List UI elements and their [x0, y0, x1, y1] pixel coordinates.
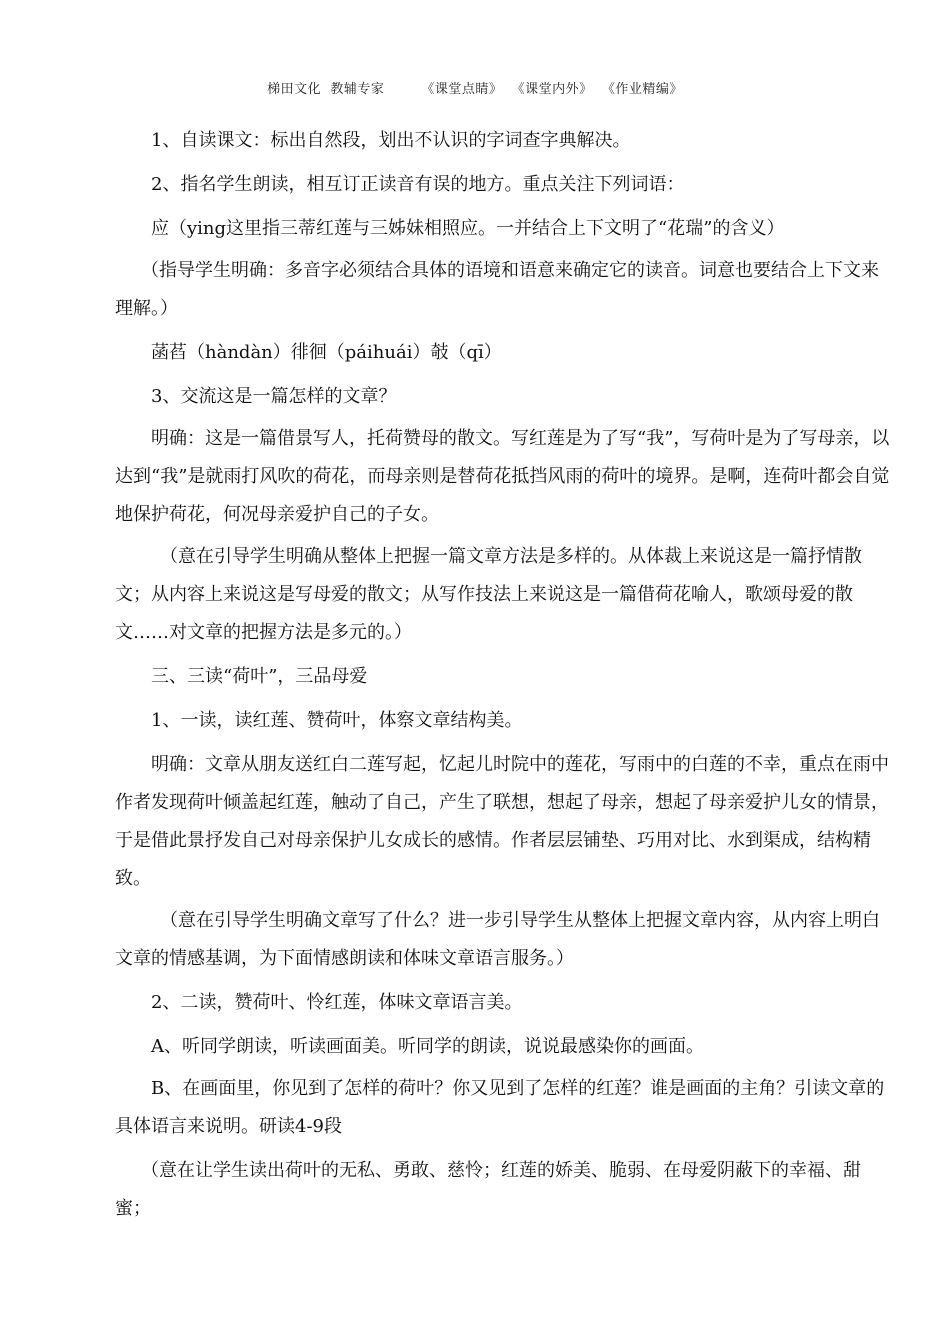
- paragraph-ying: 应（ying这里指三蒂红莲与三姊妹相照应。一并结合上下文明了“花瑞”的含义）: [151, 218, 785, 239]
- document-body: [115, 118, 890, 1228]
- section-heading-three-readings: 三、三读“荷叶”，三品母爱: [151, 666, 368, 687]
- paragraph-clarify-2: 明确：文章从朋友送红白二莲写起，忆起儿时院中的莲花，写雨中的白莲的不幸，重点在雨中作者发现荷叶倾盖起红莲，触动了自己，产生了联想，想起了母亲，想起了母亲爱护儿女的情景，于是借此景抒发自己对母亲保护儿女成长的感情。作者层层铺垫、巧用对比、水到渠成，结构精致。: [115, 754, 889, 889]
- paragraph-vocabulary: 菡萏（hàndàn）徘徊（páihuái）攲（qī）: [151, 342, 502, 363]
- paragraph-first-reading: 1、一读，读红莲、赞荷叶，体察文章结构美。: [151, 710, 523, 731]
- paragraph-second-reading: 2、二读，赞荷叶、怜红莲，体味文章语言美。: [151, 992, 523, 1013]
- paragraph-intent-2: （意在引导学生明确文章写了什么？进一步引导学生从整体上把握文章内容，从内容上明白文章的情感基调，为下面情感朗读和体味文章语言服务。）: [115, 910, 880, 969]
- paragraph-item-a: A、听同学朗读，听读画面美。听同学的朗读，说说最感染你的画面。: [151, 1036, 704, 1057]
- paragraph-guidance-polyphone: （指导学生明确：多音字必须结合具体的语境和语意来确定它的读音。词意也要结合上下文来理解。）: [115, 260, 879, 319]
- paragraph-step-3: 3、交流这是一篇怎样的文章？: [151, 386, 397, 407]
- paragraph-step-1: 1、自读课文：标出自然段，划出不认识的字词查字典解决。: [151, 130, 631, 151]
- paragraph-intent-3: （意在让学生读出荷叶的无私、勇敢、慈怜；红莲的娇美、脆弱、在母爱阴蔽下的幸福、甜蜜；: [115, 1160, 861, 1219]
- paragraph-clarify-1: 明确：这是一篇借景写人，托荷赞母的散文。写红莲是为了写“我”，写荷叶是为了写母亲，以达到“我”是就雨打风吹的荷花，而母亲则是替荷花抵挡风雨的荷叶的境界。是啊，连荷叶都会自觉地保护荷花，何况母亲爱护自己的子女。: [115, 428, 890, 525]
- paragraph-item-b: B、在画面里，你见到了怎样的荷叶？你又见到了怎样的红莲？谁是画面的主角？引读文章的具体语言来说明。研读4-9段: [115, 1078, 885, 1137]
- paragraph-intent-1: （意在引导学生明确从整体上把握一篇文章方法是多样的。从体裁上来说这是一篇抒情散文；从内容上来说这是写母爱的散文；从写作技法上来说这是一篇借荷花喻人，歌颂母爱的散文……对文章的把握方法是多元的。）: [115, 546, 862, 643]
- page-header: 梯田文化 教辅专家 《课堂点睛》 《课堂内外》 《作业精编》: [267, 82, 683, 97]
- paragraph-step-2: 2、指名学生朗读，相互订正读音有误的地方。重点关注下列词语：: [151, 174, 685, 195]
